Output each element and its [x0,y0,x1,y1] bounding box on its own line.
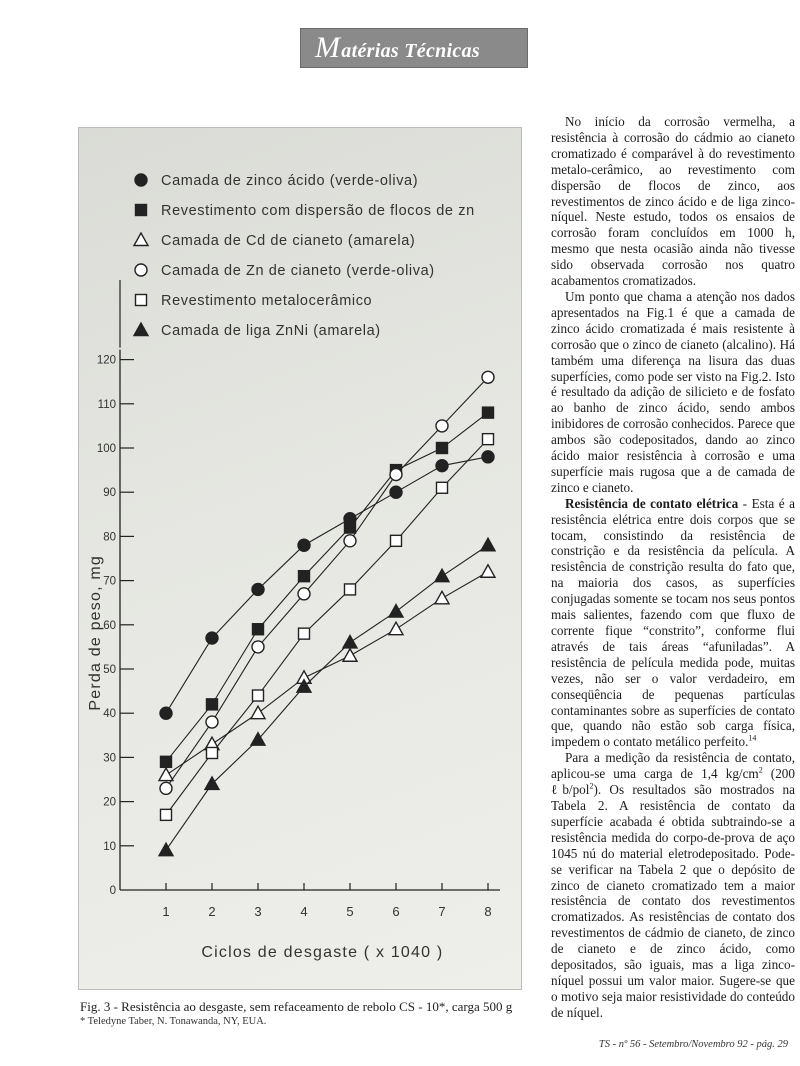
legend-marker [134,323,148,336]
data-point-s4 [344,535,356,547]
x-tick-label: 4 [300,904,308,919]
x-tick-label: 6 [392,904,400,919]
legend-label: Camada de liga ZnNi (amarela) [161,323,381,339]
data-point-s4 [252,641,264,653]
data-point-s5 [437,482,448,493]
data-point-s1 [252,583,264,595]
superscript: 2 [758,765,763,775]
y-tick-label: 120 [96,354,116,367]
legend-label: Revestimento com dispersão de flocos de zn [161,203,475,219]
data-point-s3 [389,622,403,635]
y-tick-label: 0 [109,885,116,897]
figure-panel [78,127,522,990]
x-tick-label: 5 [346,904,354,919]
section-header [300,28,528,68]
reference-number: 14 [748,733,757,743]
data-point-s1 [206,632,218,644]
wear-chart [79,128,523,991]
legend-label: Camada de zinco ácido (verde-oliva) [161,173,419,189]
legend-marker [136,205,147,216]
data-point-s2 [253,624,264,635]
data-point-s5 [253,690,264,701]
data-point-s4 [298,588,310,600]
data-point-s3 [481,565,495,578]
data-point-s2 [161,756,172,767]
y-tick-label: 40 [103,708,116,721]
data-point-s3 [435,591,449,604]
x-axis-title: Ciclos de desgaste ( x 1040 ) [201,944,444,961]
legend-marker [135,264,147,276]
data-point-s3 [159,768,173,781]
x-tick-label: 8 [484,904,492,919]
data-point-s2 [437,443,448,454]
y-tick-label: 100 [96,443,116,455]
y-tick-label: 50 [103,664,116,676]
data-point-s4 [436,420,448,432]
article-paragraph: Um ponto que chama a atenção nos dados apresentados na Fig.1 é que a camada de zinco ácido cromatizada é mais resistente à corrosão que o zinco de cianeto (alcalino). Há também uma diferença na lisura das duas superfícies, como pode ser visto na Fig.2. Isto é resultado da adição de silicieto e de fosfato ao banho de zinco ácido, sendo ambos inibidores de corrosão conhecidos. Parece que ambos são codepositados, dando ao zinco ácido maior resistência à corrosão e uma superfície mais rugosa que a de camada de zinco e cianeto. [551,288,795,495]
data-point-s5 [299,628,310,639]
y-axis-title: Perda de peso, mg [87,554,104,711]
data-point-s5 [345,584,356,595]
section-subheading: Resistência de contato elétrica [565,495,739,511]
page-folio: TS - nº 56 - Setembro/Novembro 92 - pág. 29 [598,1039,788,1050]
data-point-s6 [481,538,495,551]
data-point-s6 [159,843,173,856]
data-point-s4 [390,469,402,481]
article-text: - Esta é a resistência elétrica entre dois corpos que se tocam, consistindo da resistência de constrição e da resistência da película. A resistência de constrição resulta do fato que, na maioria dos casos, as superfícies conjugadas somente se tocam nos seus pontos mais salientes, fazendo com que fluxo de corrente fique “constrito”, conforme flui através de tais áreas “afuniladas”. A resistência de película medida pode, muitas vezes, não ser o valor verdadeiro, em conseqüência de pequenas partículas contaminantes sobre as superfícies de contato que, quando não estão sob carga física, impedem o contato metálico perfeito. [551,495,795,750]
data-point-s4 [482,371,494,383]
x-tick-label: 7 [438,904,446,919]
figure-caption: Fig. 3 - Resistência ao desgaste, sem refaceamento de rebolo CS - 10*, carga 500 g [80,999,513,1014]
data-point-s3 [343,649,357,662]
series-line-6 [166,545,488,850]
article-text: Para a medição da resistência de contato, aplicou-se uma carga de 1,4 kg/cm [551,750,795,782]
data-point-s6 [435,569,449,582]
y-tick-label: 30 [103,752,116,765]
data-point-s1 [390,486,402,498]
data-point-s2 [483,407,494,418]
data-point-s2 [299,571,310,582]
figure-footnote: * Teledyne Taber, N. Tonawanda, NY, EUA. [80,1016,267,1027]
x-tick-label: 1 [162,904,170,919]
y-tick-label: 90 [103,487,116,500]
x-tick-label: 3 [254,904,262,919]
legend-marker [134,233,148,246]
data-point-s1 [482,451,494,463]
data-point-s3 [251,706,265,719]
article-column [551,114,795,1021]
data-point-s6 [343,635,357,648]
article-paragraph [551,496,795,751]
y-tick-label: 10 [103,840,116,853]
data-point-s6 [389,605,403,618]
article-paragraph [551,750,795,1020]
article-text: ). Os resultados são mostrados na Tabela 2. A resistência de contato da superfície acabada é obtida subtraindo-se a resistência medida do corpo-de-prova de aço 1045 nú do material eletrodepositado. Pode-se verificar na Tabela 2 que o depósito de zinco de cianeto cromatizado tem a maior resistência de contato dos revestimentos cromatizados. As resistências de contato dos revestimentos de cádmio de cianeto, de zinco de cianeto e de zinco ácido, como depositados, são iguais, mas a liga zinco-níquel possui um valor maior. Sugere-se que o motivo seja maior resistividade do conteúdo de níquel. [551,782,795,1020]
y-tick-label: 70 [103,575,116,588]
data-point-s4 [160,782,172,794]
article-paragraph: No início da corrosão vermelha, a resistência à corrosão do cádmio ao cianeto cromatizado é comparável à do revestimento metalo-cerâmico, ao revestimento com dispersão de flocos de zinco, aos revestimentos de zinco ácido e de liga zinco-níquel. Neste estudo, todos os ensaios de corrosão foram concluídos em 1000 h, mesmo que nesta ocasião ainda não tivesse sido observada corrosão nos quatro acabamentos cromatizados. [551,114,795,289]
y-tick-label: 20 [103,796,116,809]
data-point-s5 [161,809,172,820]
y-tick-label: 80 [103,531,116,544]
data-point-s2 [345,522,356,533]
legend-label: Camada de Cd de cianeto (amarela) [161,233,416,249]
section-header-title: atérias Técnicas [341,40,480,62]
data-point-s5 [207,747,218,758]
x-tick-label: 2 [208,904,216,919]
y-tick-label: 60 [103,619,116,632]
data-point-s5 [391,535,402,546]
data-point-s4 [206,716,218,728]
superscript: 2 [589,781,594,791]
legend-label: Revestimento metalocerâmico [161,293,373,309]
data-point-s5 [483,434,494,445]
legend-label: Camada de Zn de cianeto (verde-oliva) [161,263,435,279]
data-point-s1 [298,539,310,551]
section-header-initial: M [315,31,341,64]
legend-marker [135,174,147,186]
article-text: (200 ℓb/pol [551,766,795,798]
legend-marker [136,295,147,306]
data-point-s1 [160,707,172,719]
data-point-s2 [207,699,218,710]
series-line-1 [166,457,488,713]
data-point-s1 [436,460,448,472]
y-tick-label: 110 [97,398,116,411]
